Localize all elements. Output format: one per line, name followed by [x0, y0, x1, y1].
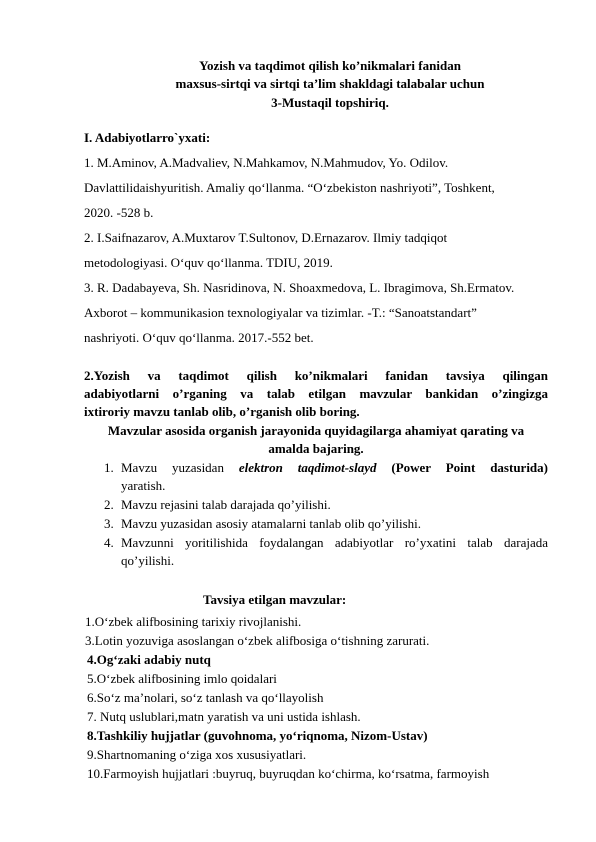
requirement-text: Mavzu yuzasidan elektron taqdimot-slayd (Power Point dasturida) — [121, 460, 548, 475]
topic-item: 5.O‘zbek alifbosining imlo qoidalari — [87, 671, 277, 686]
bibliography-line: Davlattilidaishyuritish. Amaliy qo‘llanma. “O‘zbekiston nashriyoti”, Toshkent, — [84, 180, 495, 195]
requirement-text: Mavzunni yoritilishida foydalangan adabiyotlar ro’yxatini talab darajada — [121, 535, 548, 550]
requirement-item-2 — [104, 497, 331, 513]
topic-item: 10.Farmoyish hujjatlari :buyruq, buyruqdan ko‘chirma, ko‘rsatma, farmoyish — [87, 766, 490, 781]
topics-heading: Tavsiya etilgan mavzular: — [203, 592, 347, 607]
requirement-item-1 — [104, 460, 548, 476]
bibliography-line: 2. I.Saifnazarov, A.Muxtarov T.Sultonov, D.Ernazarov. Ilmiy tadqiqot — [84, 230, 448, 245]
emphasis-text: elektron taqdimot-slayd — [238, 460, 377, 475]
topic-item: 1.O‘zbek alifbosining tarixiy rivojlanishi. — [85, 614, 302, 629]
list-number: 4. — [104, 535, 114, 550]
requirement-item-4 — [104, 535, 548, 551]
list-number: 1. — [104, 460, 114, 475]
topic-item: 4.Og‘zaki adabiy nutq — [87, 652, 211, 667]
topic-item: 6.So‘z ma’nolari, so‘z tanlash va qo‘llayolish — [87, 690, 324, 705]
bibliography-line: Axborot – kommunikasion texnologiyalar va tizimlar. -T.: “Sanoatstandart” — [84, 305, 477, 320]
requirement-continuation: yaratish. — [121, 478, 166, 493]
topic-item: 8.Tashkiliy hujjatlar (guvohnoma, yo‘riqnoma, Nizom-Ustav) — [87, 728, 428, 743]
bibliography-line: 3. R. Dadabayeva, Sh. Nasridinova, N. Shoaxmedova, L. Ibragimova, Sh.Ermatov. — [84, 280, 515, 295]
requirement-item-3 — [104, 516, 421, 532]
list-number: 3. — [104, 516, 114, 531]
bibliography-line: metodologiyasi. O‘quv qo‘llanma. TDIU, 2019. — [84, 255, 333, 270]
task-line-1: 2.Yozish va taqdimot qilish ko’nikmalari fanidan tavsiya qilingan — [84, 368, 548, 383]
requirement-text: Mavzu rejasini talab darajada qo’yilishi. — [121, 497, 331, 512]
topic-item: 3.Lotin yozuviga asoslangan o‘zbek alifbosiga o‘tishning zarurati. — [85, 633, 430, 648]
topic-item: 9.Shartnomaning o‘ziga xos xususiyatlari. — [87, 747, 307, 762]
title-line-3: 3-Mustaqil topshiriq. — [271, 95, 389, 110]
requirement-continuation: qo’yilishi. — [121, 553, 175, 568]
bibliography-line: 1. M.Aminov, A.Madvaliev, N.Mahkamov, N.Mahmudov, Yo. Odilov. — [84, 155, 449, 170]
task-line-2: adabiyotlarni o’rganing va talab etilgan mavzular bankidan o’zingizga — [84, 386, 548, 401]
list-number: 2. — [104, 497, 114, 512]
title-line-2: maxsus-sirtqi va sirtqi ta’lim shakldagi talabalar uchun — [175, 76, 485, 91]
task-subheading-2: amalda bajaring. — [268, 441, 364, 456]
bibliography-heading: I. Adabiyotlarro`yxati: — [84, 130, 211, 145]
task-subheading-1: Mavzular asosida organish jarayonida quyidagilarga ahamiyat qarating va — [107, 423, 525, 438]
bibliography-line: 2020. -528 b. — [84, 205, 154, 220]
task-line-3: ixtiroriy mavzu tanlab olib, o’rganish olib boring. — [84, 404, 360, 419]
requirement-text: Mavzu yuzasidan asosiy atamalarni tanlab olib qo’yilishi. — [121, 516, 422, 531]
bibliography-line: nashriyoti. O‘quv qo‘llanma. 2017.-552 bet. — [84, 330, 314, 345]
topic-item: 7. Nutq uslublari,matn yaratish va uni ustida ishlash. — [87, 709, 361, 724]
title-line-1: Yozish va taqdimot qilish ko’nikmalari fanidan — [199, 58, 461, 73]
